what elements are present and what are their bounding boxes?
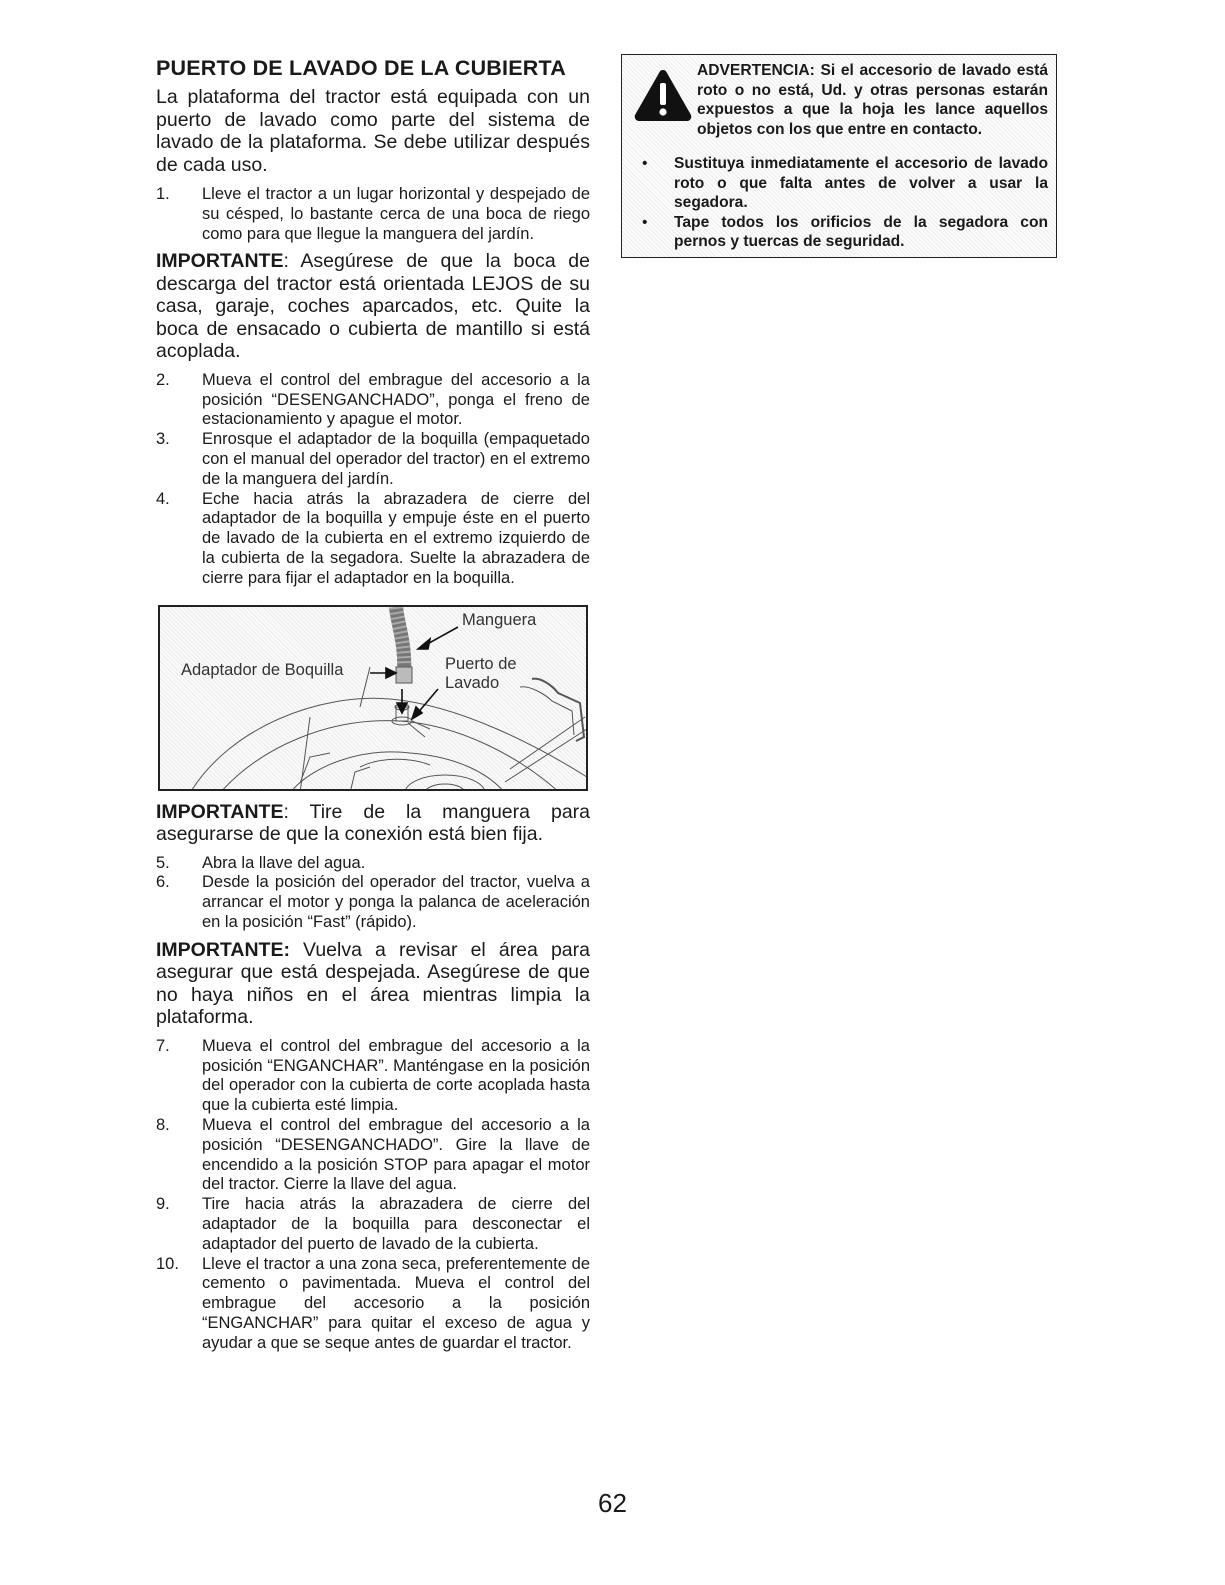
step-text: Enrosque el adaptador de la boquilla (empaquetado con el manual del operador del tractor) en el extremo de la manguera del jardín. — [202, 430, 590, 488]
wash-port-illustration — [160, 607, 588, 791]
warning-triangle-icon — [632, 67, 694, 123]
steps-list-a — [156, 185, 590, 244]
step-4 — [156, 490, 590, 589]
label-wash-port-1: Puerto de — [445, 654, 517, 673]
step-number: 2. — [156, 370, 170, 389]
step-text: Lleve el tractor a un lugar horizontal y despejado de su césped, lo bastante cerca de una boca de riego como para que llegue la manguera del jardín. — [202, 185, 590, 243]
step-number: 5. — [156, 853, 170, 872]
step-text: Lleve el tractor a una zona seca, preferentemente de cemento o pavimentada. Mueva el control del embrague del accesorio a la posición “ENGANCHAR” para quitar el exceso de agua y ayudar a que se seque antes de guardar el tractor. — [202, 1254, 590, 1352]
step-text: Desde la posición del operador del tractor, vuelva a arrancar el motor y ponga la palanca de aceleración en la posición “Fast” (rápido). — [202, 873, 590, 932]
important-note-1 — [156, 250, 590, 363]
step-text: Abra la llave del agua. — [202, 853, 366, 872]
step-text: Mueva el control del embrague del accesorio a la posición “DESENGANCHADO”. Gire la llave de encendido a la posición STOP para apagar el motor del tractor. Cierre la llave del agua. — [202, 1116, 590, 1194]
intro-paragraph: La plataforma del tractor está equipada con un puerto de lavado como parte del sistema de lavado de la plataforma. Se debe utilizar después de cada uso. — [156, 86, 590, 176]
step-2 — [156, 371, 590, 430]
step-10 — [156, 1255, 590, 1354]
steps-list-c — [156, 854, 590, 933]
step-3 — [156, 430, 590, 489]
section-title: PUERTO DE LAVADO DE LA CUBIERTA — [156, 56, 566, 80]
step-number: 7. — [156, 1036, 170, 1055]
important-note-2 — [156, 801, 590, 846]
warning-bullets — [642, 154, 1048, 252]
step-number: 4. — [156, 489, 170, 508]
step-number: 9. — [156, 1195, 170, 1214]
label-nozzle-adapter: Adaptador de Boquilla — [181, 660, 344, 679]
step-number: 6. — [156, 873, 170, 892]
step-1 — [156, 185, 590, 244]
important-text: : Asegúrese de que la boca de descarga del tractor está orientada LEJOS de su casa, garaje, coches aparcados, etc. Quite la boca de ensacado o cubierta de mantillo si está acoplada. — [156, 250, 590, 363]
step-5 — [156, 854, 590, 874]
bullet-text: Tape todos los orificios de la segadora con pernos y tuercas de seguridad. — [674, 213, 1048, 250]
step-6 — [156, 873, 590, 932]
bullet-glyph: • — [642, 155, 648, 172]
important-text: Vuelva a revisar el área para asegurar que está despejada. Asegúrese de que no haya niños en el área mientras limpia la plataforma. — [156, 938, 590, 1029]
warning-box — [621, 54, 1057, 258]
step-number: 3. — [156, 430, 170, 449]
step-text: Mueva el control del embrague del accesorio a la posición “ENGANCHAR”. Manténgase en la posición del operador con la cubierta de corte acoplada hasta que la cubierta esté limpia. — [202, 1036, 590, 1115]
step-number: 8. — [156, 1116, 170, 1135]
page-number: 62 — [598, 1488, 627, 1518]
warning-bullet-2 — [642, 213, 1048, 252]
step-text: Eche hacia atrás la abrazadera de cierre del adaptador de la boquilla y empuje éste en el puerto de lavado de la cubierta en el extremo izquierdo de la cubierta de la segadora. Suelte la abrazadera de cierre para fijar el adaptador en la boquilla. — [202, 489, 590, 587]
warning-heading: ADVERTENCIA: Si el accesorio de lavado está roto o no está, Ud. y otras personas estarán expuestos a que la hoja les lance aquellos objetos con los que entre en contacto. — [697, 62, 1048, 138]
step-number: 1. — [156, 185, 170, 203]
bullet-glyph: • — [642, 213, 648, 231]
step-text: Tire hacia atrás la abrazadera de cierre del adaptador de la boquilla para desconectar el adaptador del puerto de lavado de la cubierta. — [202, 1195, 590, 1253]
step-7 — [156, 1037, 590, 1116]
wash-port-figure — [158, 605, 588, 791]
important-label: IMPORTANTE: — [156, 938, 290, 961]
important-note-3 — [156, 939, 590, 1029]
left-column — [156, 56, 590, 1354]
step-text: Mueva el control del embrague del accesorio a la posición “DESENGANCHADO”, ponga el freno de estacionamiento y apague el motor. — [202, 370, 590, 429]
important-text: : Tire de la manguera para asegurarse de que la conexión está bien fija. — [156, 800, 590, 846]
label-wash-port-2: Lavado — [445, 673, 500, 692]
important-label: IMPORTANTE — [156, 250, 284, 273]
steps-list-b — [156, 371, 590, 589]
steps-list-d — [156, 1037, 590, 1354]
step-8 — [156, 1116, 590, 1195]
bullet-text: Sustituya inmediatamente el accesorio de lavado roto o que falta antes de volver a usar la segadora. — [674, 155, 1048, 211]
label-hose: Manguera — [462, 610, 537, 629]
important-label: IMPORTANTE — [156, 800, 284, 823]
step-9 — [156, 1195, 590, 1254]
warning-bullet-1 — [642, 154, 1048, 213]
step-number: 10. — [156, 1254, 179, 1273]
